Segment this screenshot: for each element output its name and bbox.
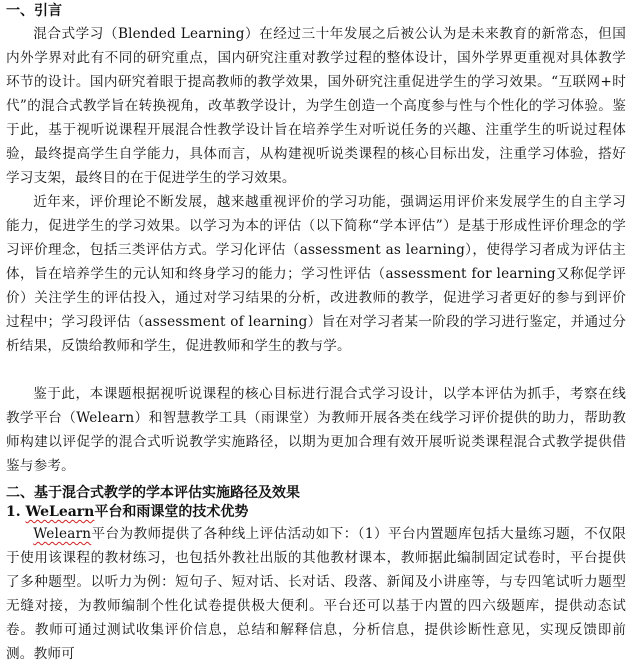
subsection-1-brand: WeLearn bbox=[25, 504, 95, 520]
welearn-brand: Welearn bbox=[33, 526, 92, 542]
section-2-heading: 二、基于混合式教学的学本评估实施路径及效果 bbox=[6, 485, 300, 501]
section-1-paragraph-1: 混合式学习（Blended Learning）在经过三十年发展之后被公认为是未来教育的新常态，但国内外学界对此有不同的研究重点，国内研究注重对教学过程的整体设计，国外学界更重视对具体教学环节的设计。国内研究着眼于提高教师的教学效果，国外研究注重促进学生的学习效果。“互联网+时代”的混合式教学旨在转换视角，改革教学设计，为学生创造一个高度参与性与个性化的学习体验。鉴于此，基于视听说课程开展混合性教学设计旨在培养学生对听说任务的兴趣、注重学生的听说过程体验，最终提高学生自学能力，具体而言，从构建视听说类课程的核心目标出发，注重学习体验，搭好学习支架，最终目的在于促进学生的学习效果。 bbox=[6, 26, 626, 186]
subsection-1-title: 平台和雨课堂的技术优势 bbox=[94, 504, 249, 520]
section-1-paragraph-3: 鉴于此，本课题根据视听说课程的核心目标进行混合式学习设计，以学本评估为抓手，考察在线教学平台（Welearn）和智慧教学工具（雨课堂）为教师开展各类在线学习评价提供的助力，帮助教师构建以评促学的混合式听说教学实施路径，以期为更加合理有效开展听说类课程混合式教学提供借鉴与参考。 bbox=[6, 386, 626, 474]
section-2-paragraph-1 bbox=[6, 522, 626, 666]
section-1-paragraph-2: 近年来，评价理论不断发展，越来越重视评价的学习功能，强调运用评价来发展学生的自主学习能力，促进学生的学习效果。以学习为本的评估（以下简称“学本评估”）是基于形成性评价理念的学习评价理念，包括三类评估方式。学习化评估（assessment as learning），使得学习者成为评估主体，旨在培养学生的元认知和终身学习的能力；学习性评估（assessment for learning又称促学评价）关注学生的评估投入，通过对学习结果的分析，改进教师的教学，促进学习者更好的参与到评价过程中；学习段评估（assessment of learning）旨在对学习者某一阶段的学习进行鉴定，并通过分析结果，反馈给教师和学生，促进教师和学生的教与学。 bbox=[6, 194, 626, 354]
subsection-1-heading bbox=[6, 503, 248, 521]
section-1-heading: 一、引言 bbox=[6, 3, 62, 19]
section-2-paragraph-1-text: 平台为教师提供了各种线上评估活动如下：（1）平台内置题库包括大量练习题，不仅限于使用该课程的教材练习，也包括外教社出版的其他教材课本，教师据此编制固定试卷时，平台提供了多种题型。以听力为例：短句子、短对话、长对话、段落、新闻及小讲座等，与专四笔试听力题型无缝对接，为教师编制个性化试卷提供极大便利。平台还可以基于内置的四六级题库，提供动态试卷。教师可通过测试收集评价信息，总结和解释信息，分析信息，提供诊断性意见，实现反馈即前测。教师可 bbox=[6, 526, 626, 662]
subsection-1-number: 1. bbox=[6, 504, 26, 520]
